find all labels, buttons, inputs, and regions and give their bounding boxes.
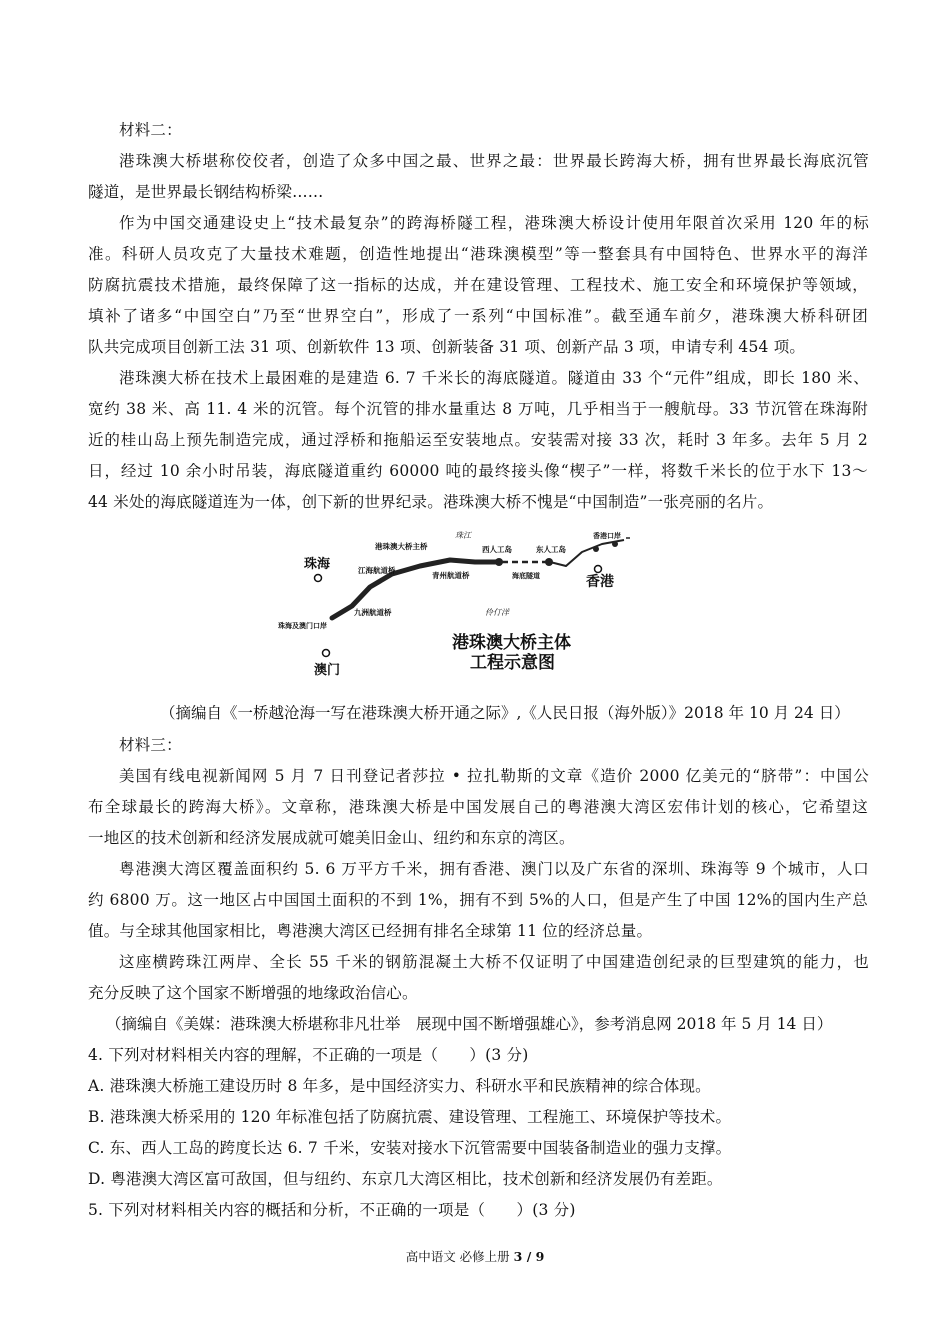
- paragraph-line: 港珠澳大桥堪称佼佼者，创造了众多中国之最、世界之最：世界最长跨海大桥，拥有世界最长海底沉管: [119, 152, 869, 170]
- paragraph-line: 这座横跨珠江两岸、全长 55 千米的钢筋混凝土大桥不仅证明了中国建造创纪录的巨型建筑的能力，也: [119, 953, 869, 971]
- question-4-option-d: D. 粤港澳大湾区富可敌国，但与纽约、东京几大湾区相比，技术创新和经济发展仍有差距。: [88, 1170, 723, 1188]
- paragraph-line: 港珠澳大桥在技术上最困难的是建造 6. 7 千米长的海底隧道。隧道由 33 个“元件”组成，即长 180 米、: [119, 369, 869, 387]
- label-main-bridge: 港珠澳大桥主桥: [375, 542, 428, 551]
- paragraph-line: 队共完成项目创新工法 31 项、创新软件 13 项、创新装备 31 项、创新产品 3 项，申请专利 454 项。: [88, 338, 806, 356]
- paragraph-line: 填补了诸多“中国空白”乃至“世界空白”，形成了一系列“中国标准”。截至通车前夕，港珠澳大桥科研团: [88, 307, 868, 325]
- section-heading-material-2: 材料二：: [119, 121, 182, 139]
- label-zhuhai: 珠海: [304, 557, 331, 572]
- east-island-marker: [545, 558, 553, 566]
- paragraph-line: 日，经过 10 余小时吊装，海底隧道重约 60000 吨的最终接头像“楔子”一样，将数千米长的位于水下 13～: [88, 462, 868, 480]
- hongkong-city-marker: [595, 566, 602, 573]
- paragraph-line: 近的桂山岛上预先制造完成，通过浮桥和拖船运至安装地点。安装需对接 33 次，耗时 3 年多。去年 5 月 2: [88, 431, 868, 449]
- page-footer: [0, 1249, 950, 1265]
- paragraph-line: 44 米处的海底隧道连为一体，创下新的世界纪录。港珠澳大桥不愧是“中国制造”一张亮丽的名片。: [88, 493, 774, 511]
- label-pearl-river: 珠江: [455, 531, 471, 540]
- paragraph-line: 布全球最长的跨海大桥》。文章称，港珠澳大桥是中国发展自己的粤港澳大湾区宏伟计划的核心，它希望这: [88, 798, 868, 816]
- paragraph-line: 粤港澳大湾区覆盖面积约 5. 6 万平方千米，拥有香港、澳门以及广东省的深圳、珠海等 9 个城市，人口: [119, 860, 869, 878]
- paragraph-line: 一地区的技术创新和经济发展成就可媲美旧金山、纽约和东京的湾区。: [88, 829, 575, 847]
- source-citation: （摘编自《美媒：港珠澳大桥堪称非凡壮举 展现中国不断增强雄心》，参考消息网 2018 年 5 月 14 日）: [106, 1015, 833, 1033]
- footer-course-label: 高中语文 必修上册: [405, 1249, 514, 1264]
- macau-city-marker: [323, 650, 330, 657]
- label-qingzhou: 青州航道桥: [432, 571, 470, 580]
- label-hk-port: 香港口岸: [593, 532, 621, 540]
- label-tunnel: 海底隧道: [512, 572, 540, 580]
- label-hongkong: 香港: [586, 574, 614, 590]
- figure-title-line-1: 港珠澳大桥主体: [452, 633, 571, 653]
- label-zhuhai-port: 珠海及澳门口岸: [278, 622, 327, 630]
- label-east-island: 东人工岛: [536, 545, 566, 554]
- hk-port-marker: [612, 541, 618, 547]
- label-jiuzhou: 九洲航道桥: [354, 608, 392, 617]
- label-west-island: 西人工岛: [482, 545, 512, 554]
- figure-title-line-2: 工程示意图: [470, 653, 555, 673]
- paragraph-line: 约 6800 万。这一地区占中国国土面积的不到 1%，拥有不到 5%的人口，但是产生了中国 12%的国内生产总: [88, 891, 868, 909]
- question-4: 4. 下列对材料相关内容的理解，不正确的一项是（ ）(3 分): [88, 1046, 529, 1064]
- question-4-option-c: C. 东、西人工岛的跨度长达 6. 7 千米，安装对接水下沉管需要中国装备制造业的强力支撑。: [88, 1139, 732, 1157]
- zhuhai-city-marker: [315, 575, 322, 582]
- hk-port-marker: [593, 546, 599, 552]
- paragraph-line: 美国有线电视新闻网 5 月 7 日刊登记者莎拉 • 拉扎勒斯的文章《造价 2000 亿美元的“脐带”：中国公: [119, 767, 869, 785]
- paragraph-line: 准。科研人员攻克了大量技术难题，创造性地提出“港珠澳模型”等一整套具有中国特色、世界水平的海洋: [88, 245, 868, 263]
- label-jianghai: 江海航道桥: [358, 566, 396, 575]
- paragraph-line: 充分反映了这个国家不断增强的地缘政治信心。: [88, 984, 418, 1002]
- question-4-option-a: A. 港珠澳大桥施工建设历时 8 年多，是中国经济实力、科研水平和民族精神的综合体现。: [88, 1077, 711, 1095]
- footer-page-number: 3 / 9: [513, 1249, 545, 1264]
- paragraph-line: 作为中国交通建设史上“技术最复杂”的跨海桥隧工程，港珠澳大桥设计使用年限首次采用 120 年的标: [119, 214, 869, 232]
- paragraph-line: 隧道，是世界最长钢结构桥梁……: [88, 183, 324, 201]
- question-5: 5. 下列对材料相关内容的概括和分析，不正确的一项是（ ）(3 分): [88, 1201, 576, 1219]
- paragraph-line: 宽约 38 米、高 11. 4 米的沉管。每个沉管的排水量重达 8 万吨，几乎相当于一艘航母。33 节沉管在珠海附: [88, 400, 868, 418]
- question-4-option-b: B. 港珠澳大桥采用的 120 年标准包括了防腐抗震、建设管理、工程施工、环境保护等技术。: [88, 1108, 732, 1126]
- section-heading-material-3: 材料三：: [119, 736, 182, 754]
- source-citation: （摘编自《一桥越沧海一写在港珠澳大桥开通之际》,《人民日报（海外版）》2018 年 10 月 24 日）: [160, 704, 850, 722]
- west-island-marker: [495, 558, 503, 566]
- label-lingding: 伶仃洋: [485, 608, 509, 617]
- label-macau: 澳门: [314, 663, 341, 678]
- bridge-schematic-figure: [270, 522, 650, 684]
- paragraph-line: 值。与全球其他国家相比，粤港澳大湾区已经拥有排名全球第 11 位的经济总量。: [88, 922, 653, 940]
- paragraph-line: 防腐抗震技术措施，最终保障了这一指标的达成，并在建设管理、工程技术、施工安全和环境保护等领域，: [88, 276, 868, 294]
- bridge-schematic-map: [270, 522, 650, 684]
